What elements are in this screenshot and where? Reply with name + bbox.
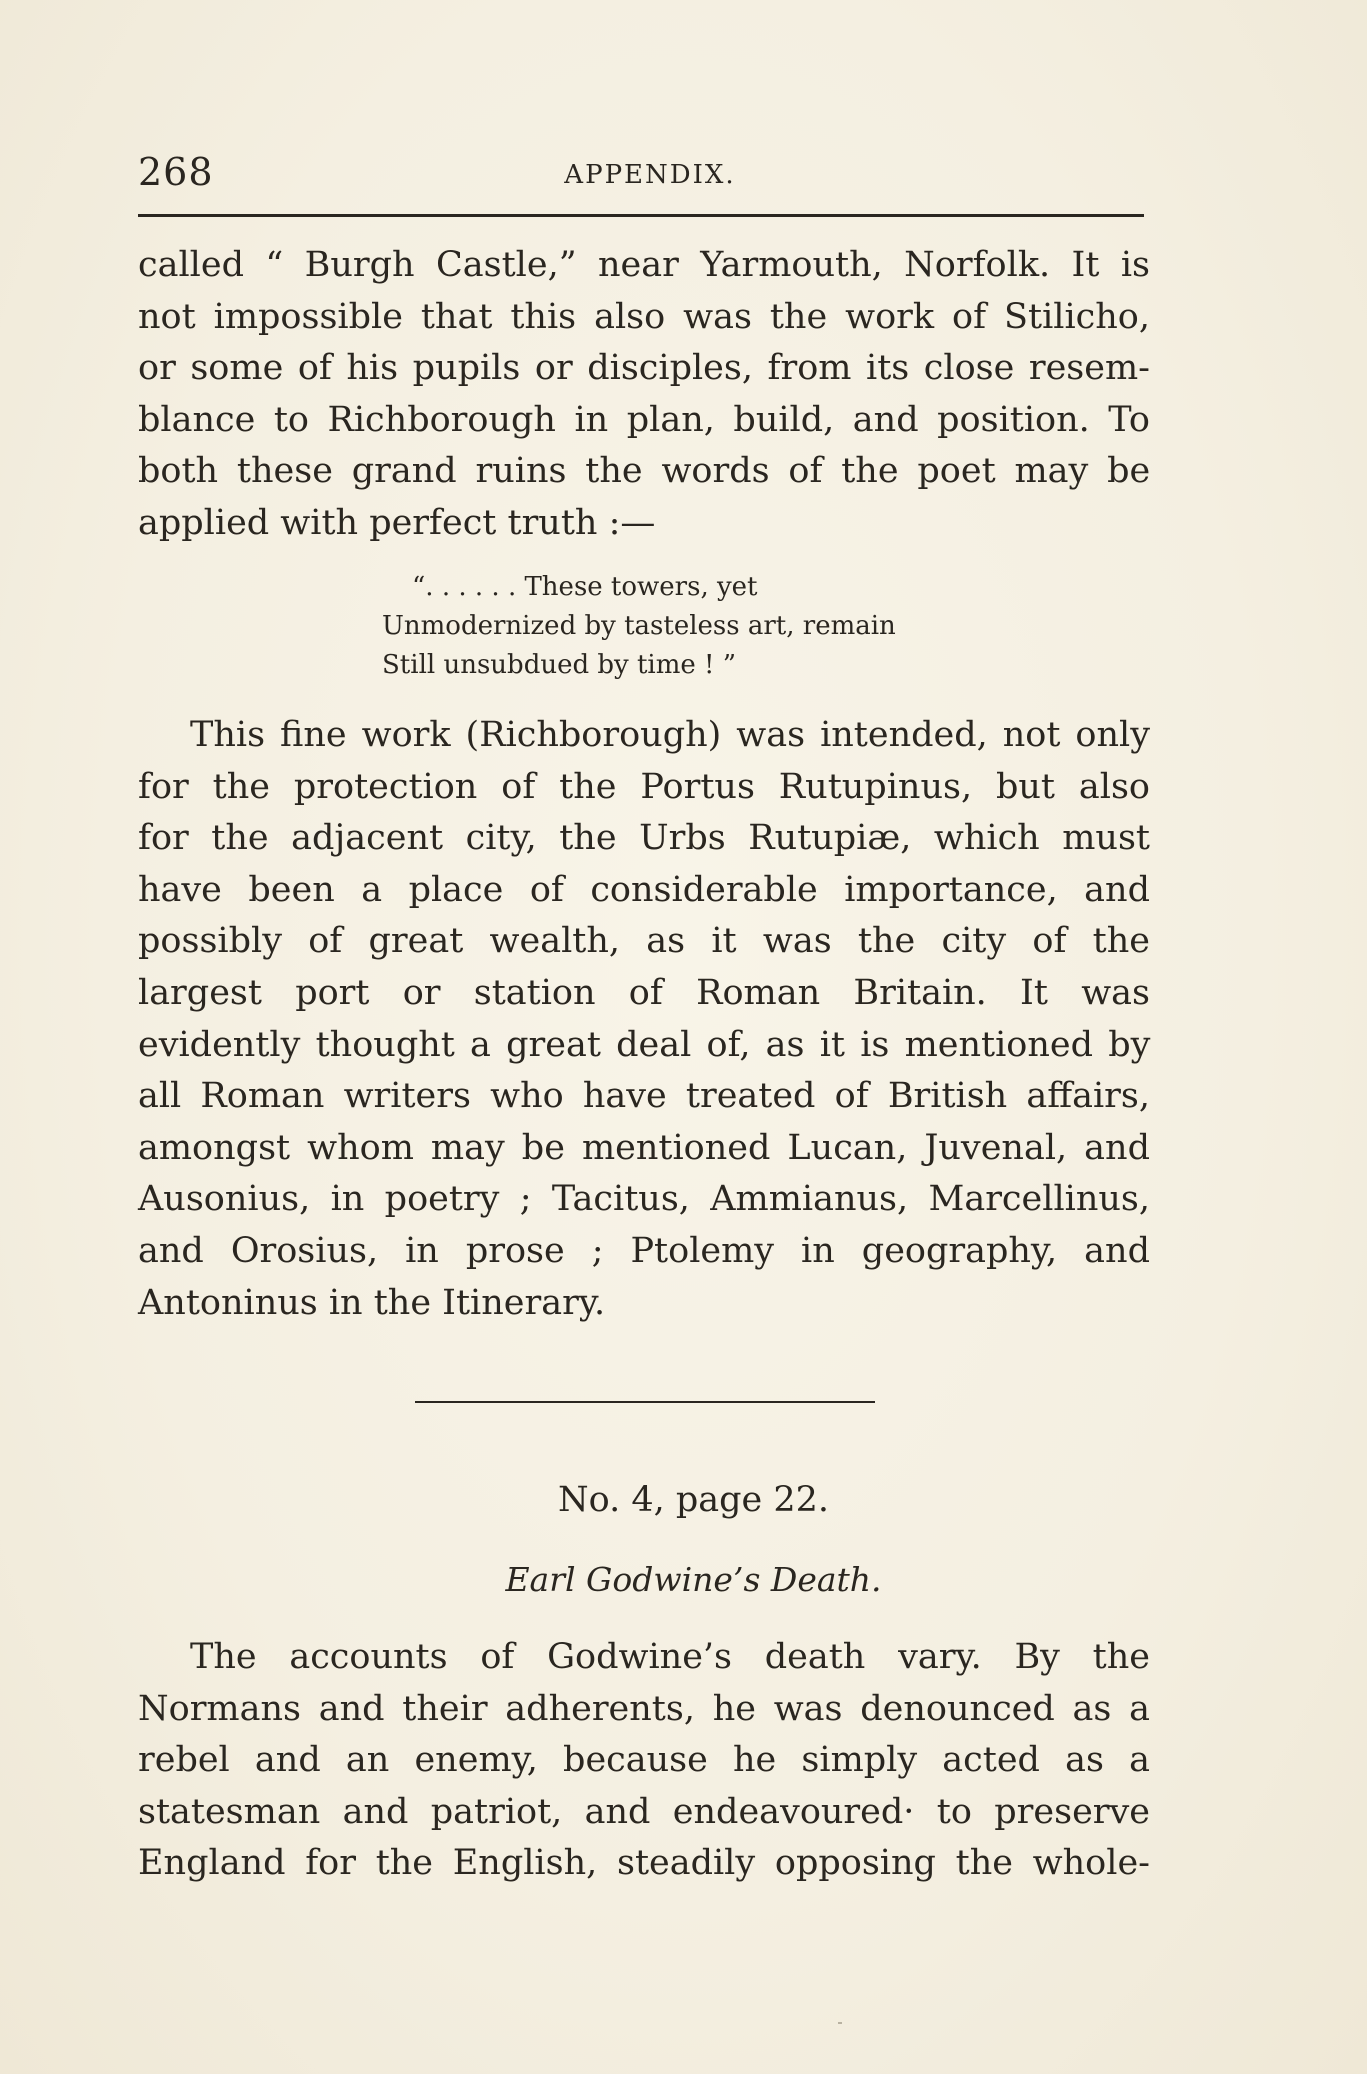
text-line: evidently thought a great deal of, as it is mentioned by <box>138 1024 1151 1065</box>
text-line: amongst whom may be mentioned Lucan, Juvenal, and <box>138 1127 1150 1168</box>
text-line: for the protection of the Portus Rutupinus, but also <box>138 766 1150 807</box>
paragraph-burgh-castle <box>138 240 1150 550</box>
verse-line: Unmodernized by tasteless art, remain <box>382 611 896 641</box>
text-line: Antoninus in the Itinerary. <box>138 1282 606 1323</box>
verse-quotation <box>382 568 896 685</box>
section-number: No. 4, page 22. <box>557 1480 830 1520</box>
running-head: APPENDIX. <box>564 160 736 190</box>
text-line: or some of his pupils or disciples, from its close resem- <box>138 348 1150 389</box>
section-divider <box>415 1401 875 1403</box>
text-line: blance to Richborough in plan, build, and position. To <box>138 399 1150 440</box>
page-header <box>138 150 1142 200</box>
text-line: and Orosius, in prose ; Ptolemy in geography, and <box>138 1230 1150 1271</box>
text-line: Ausonius, in poetry ; Tacitus, Ammianus, Marcellinus, <box>138 1179 1150 1220</box>
text-line: not impossible that this also was the work of Stilicho, <box>138 296 1150 337</box>
text-line: called “ Burgh Castle,” near Yarmouth, Norfolk. It is <box>138 245 1150 285</box>
text-line: rebel and an enemy, because he simply acted as a <box>138 1740 1150 1781</box>
header-rule <box>138 214 1144 217</box>
verse-line: “. . . . . . These towers, yet <box>412 572 758 602</box>
text-line: Normans and their adherents, he was denounced as a <box>138 1688 1150 1729</box>
text-line: statesman and patriot, and endeavoured· to preserve <box>138 1791 1150 1832</box>
paper-speck <box>838 2022 842 2024</box>
text-line: both these grand ruins the words of the poet may be <box>138 451 1151 492</box>
verse-line: Still unsubdued by time ! ” <box>382 650 737 680</box>
text-line: applied with perfect truth :— <box>138 502 656 543</box>
paragraph-richborough <box>138 710 1150 1329</box>
text-line: The accounts of Godwine’s death vary. By the <box>190 1637 1150 1677</box>
paragraph-godwine <box>138 1632 1150 1890</box>
text-line: for the adjacent city, the Urbs Rutupiæ, which must <box>138 818 1150 859</box>
text-line: have been a place of considerable importance, and <box>138 869 1150 910</box>
text-line: This fine work (Richborough) was intended, not only <box>190 715 1151 755</box>
text-line: England for the English, steadily opposing the whole- <box>138 1843 1150 1884</box>
text-line: largest port or station of Roman Britain. It was <box>138 972 1150 1013</box>
text-line: possibly of great wealth, as it was the city of the <box>138 921 1150 962</box>
text-line: all Roman writers who have treated of British affairs, <box>138 1076 1150 1117</box>
page-number: 268 <box>138 150 214 194</box>
section-title: Earl Godwine’s Death. <box>505 1560 882 1599</box>
